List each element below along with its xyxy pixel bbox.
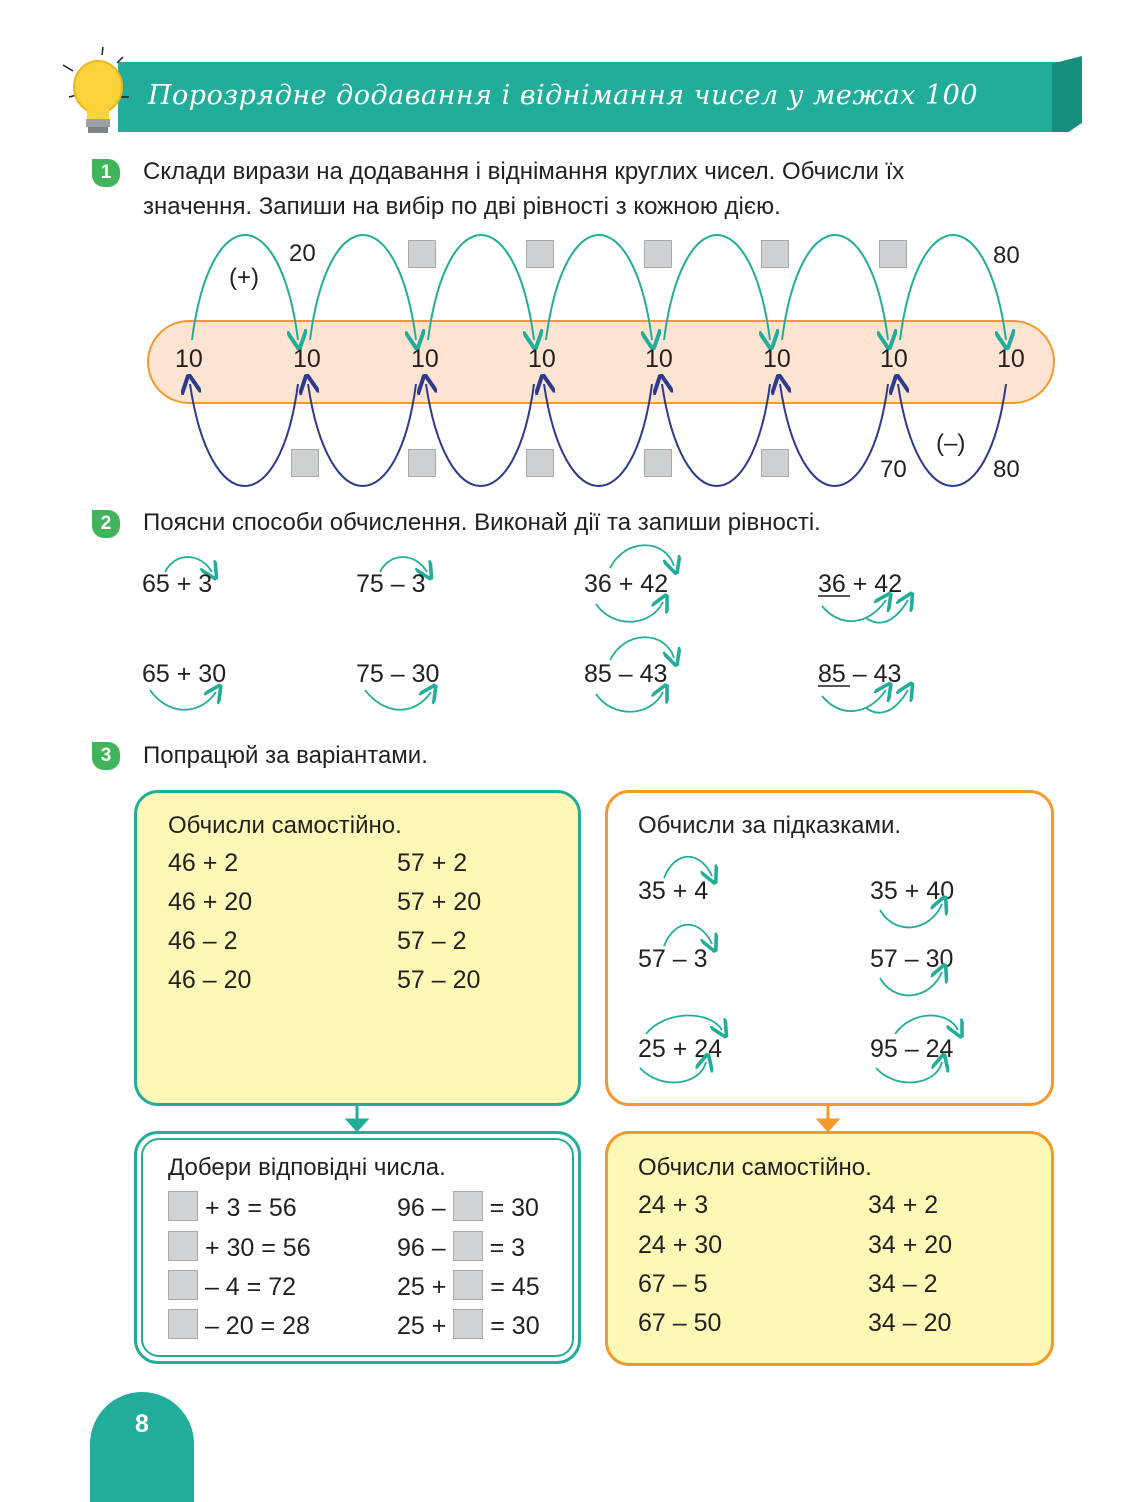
number-line-value: 10	[997, 345, 1025, 373]
expression: 75 – 30	[356, 660, 440, 688]
equation-text: + 3 = 56	[204, 1194, 297, 1222]
task-item: 57 – 20	[397, 966, 481, 994]
page-number-tab	[90, 1392, 194, 1502]
variant-a-second-title: Добери відповідні числа.	[168, 1154, 446, 1181]
task-item: 34 – 2	[868, 1270, 938, 1298]
equation-item	[397, 1191, 539, 1223]
task-item: 46 – 2	[168, 927, 238, 955]
task-item: 34 – 20	[868, 1309, 952, 1337]
variant-b-second-title: Обчисли самостійно.	[638, 1154, 872, 1181]
expression: 85 – 43	[584, 660, 668, 688]
expression: 36 + 42	[818, 570, 903, 598]
task-item: 24 + 3	[638, 1191, 709, 1219]
equation-text: + 30 = 56	[204, 1234, 311, 1262]
answer-box[interactable]	[168, 1191, 198, 1221]
number-line-value: 10	[411, 345, 439, 373]
task-item: 57 – 2	[397, 927, 467, 955]
exercise-1-instruction-line2: значення. Запиши на вибір по дві рівності з кожною дією.	[143, 193, 781, 220]
equation-item	[168, 1270, 296, 1302]
plus-sign-label: (+)	[229, 264, 259, 291]
equation-text: 96 –	[397, 1234, 446, 1262]
equation-item	[397, 1270, 540, 1302]
number-line-value: 10	[880, 345, 908, 373]
exercise-3-instruction: Попрацюй за варіантами.	[143, 742, 428, 769]
task-item: 67 – 50	[638, 1309, 722, 1337]
top-first-value: 20	[289, 240, 316, 267]
task-item: 95 – 24	[870, 1035, 954, 1063]
expression: 75 – 3	[356, 570, 426, 598]
equation-text: = 30	[490, 1312, 540, 1340]
answer-box[interactable]	[453, 1309, 483, 1339]
exercise-2-instruction: Поясни способи обчислення. Виконай дії та запиши рівності.	[143, 509, 821, 536]
equation-item	[397, 1231, 525, 1263]
task-item: 67 – 5	[638, 1270, 708, 1298]
task-item: 46 – 20	[168, 966, 252, 994]
task-item: 34 + 20	[868, 1231, 953, 1259]
answer-box[interactable]	[453, 1231, 483, 1261]
answer-box[interactable]	[168, 1231, 198, 1261]
task-item: 46 + 20	[168, 888, 253, 916]
task-item: 57 + 2	[397, 849, 468, 877]
number-line-value: 10	[293, 345, 321, 373]
task-item: 46 + 2	[168, 849, 239, 877]
number-line-value: 10	[528, 345, 556, 373]
page-number: 8	[135, 1410, 149, 1438]
task-item: 35 + 4	[638, 877, 709, 905]
minus-sign-label: (–)	[936, 430, 966, 457]
number-line-value: 10	[763, 345, 791, 373]
number-line-value: 10	[175, 345, 203, 373]
expression: 65 + 30	[142, 660, 227, 688]
page-title: Порозрядне додавання і віднімання чисел у межах 100	[148, 80, 979, 111]
task-item: 24 + 30	[638, 1231, 723, 1259]
exercise-2-badge: 2	[92, 510, 120, 538]
answer-box[interactable]	[453, 1191, 483, 1221]
equation-text: = 3	[489, 1234, 526, 1262]
bottom-left-value: 70	[880, 456, 907, 483]
equation-text: 25 +	[397, 1273, 447, 1301]
equation-item	[168, 1231, 311, 1263]
exercise-1-instruction-line1: Склади вирази на додавання і віднімання круглих чисел. Обчисли їх	[143, 158, 905, 185]
bottom-right-value: 80	[993, 456, 1020, 483]
answer-box[interactable]	[168, 1309, 198, 1339]
expression: 65 + 3	[142, 570, 213, 598]
task-item: 34 + 2	[868, 1191, 939, 1219]
task-item: 57 + 20	[397, 888, 482, 916]
task-item: 25 + 24	[638, 1035, 723, 1063]
exercise-3-badge: 3	[92, 742, 120, 770]
exercise-1-badge: 1	[92, 159, 120, 187]
task-item: 35 + 40	[870, 877, 955, 905]
variant-a-title: Обчисли самостійно.	[168, 812, 402, 839]
top-last-value: 80	[993, 242, 1020, 269]
number-line-value: 10	[645, 345, 673, 373]
expression: 36 + 42	[584, 570, 669, 598]
equation-text: = 30	[489, 1194, 539, 1222]
answer-box[interactable]	[453, 1270, 483, 1300]
task-item: 57 – 3	[638, 945, 708, 973]
equation-text: 25 +	[397, 1312, 447, 1340]
equation-item	[168, 1191, 297, 1223]
answer-box[interactable]	[168, 1270, 198, 1300]
equation-item	[397, 1309, 540, 1341]
equation-text: – 4 = 72	[204, 1273, 297, 1301]
task-item: 57 – 30	[870, 945, 954, 973]
equation-text: = 45	[490, 1273, 540, 1301]
equation-text: – 20 = 28	[204, 1312, 310, 1340]
equation-text: 96 –	[397, 1194, 446, 1222]
equation-item	[168, 1309, 310, 1341]
expression: 85 – 43	[818, 660, 902, 688]
variant-b-title: Обчисли за підказками.	[638, 812, 902, 839]
